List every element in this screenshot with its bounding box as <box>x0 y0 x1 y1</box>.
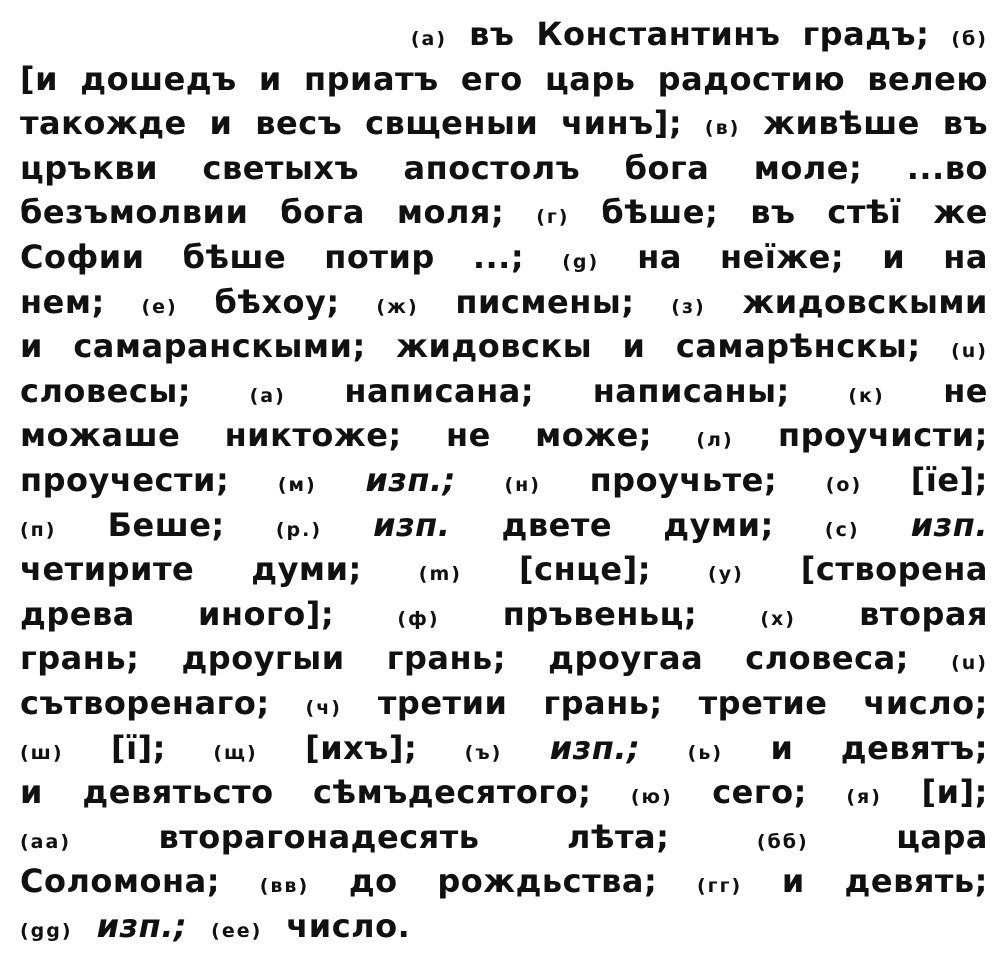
word: [ихъ]; <box>305 728 418 767</box>
word: може; <box>535 416 653 455</box>
text-line <box>20 770 988 815</box>
word: самарѣнскы; <box>675 327 921 366</box>
word: въ <box>942 104 988 143</box>
note-marker: (ю) <box>630 786 673 809</box>
note-marker: (m) <box>418 563 462 586</box>
text-line <box>20 413 988 458</box>
word: светыхъ <box>202 148 360 187</box>
word: дошедъ <box>80 59 237 98</box>
note-marker: (u) <box>951 652 988 675</box>
note-marker: (х) <box>760 607 796 630</box>
text-line <box>20 859 988 904</box>
text-line <box>20 12 988 57</box>
word: третие <box>698 683 828 722</box>
word: грань; <box>543 683 663 722</box>
word: число. <box>286 906 411 945</box>
word: изп. <box>373 505 451 544</box>
text-line <box>20 101 988 146</box>
word: нем; <box>20 282 105 321</box>
word: сего; <box>712 773 807 812</box>
word: не <box>445 416 491 455</box>
word: стѣї <box>827 193 902 232</box>
word: бѣхоу; <box>214 282 340 321</box>
word: писмены; <box>455 282 635 321</box>
note-marker: (гг) <box>697 875 743 898</box>
word: апостолъ <box>403 148 581 187</box>
note-marker: (g) <box>562 250 600 273</box>
word: ...; <box>472 237 525 276</box>
word: его <box>460 59 523 98</box>
word: сѣмъдесятого; <box>313 773 592 812</box>
word: никтоже; <box>224 416 402 455</box>
word: рождьства; <box>437 862 658 901</box>
word: цара <box>896 817 988 856</box>
note-marker: (л) <box>696 429 734 452</box>
text-line <box>20 324 988 369</box>
word: чинъ]; <box>561 104 683 143</box>
word: такожде <box>20 104 187 143</box>
word: моля; <box>396 193 505 232</box>
word: двете <box>501 505 613 544</box>
word: радостию <box>657 59 846 98</box>
word: думи; <box>663 505 774 544</box>
text-line <box>20 280 988 325</box>
word: словеса; <box>745 639 909 678</box>
word: проучисти; <box>777 416 988 455</box>
word: [створена <box>800 550 988 589</box>
word: написана; <box>344 371 535 410</box>
note-marker: (ж) <box>376 295 419 318</box>
note-marker: (бб) <box>756 830 809 853</box>
text-line <box>20 190 988 235</box>
text-line <box>20 681 988 726</box>
word: бога <box>624 148 710 187</box>
apparatus-text <box>20 12 988 948</box>
word: девятъ; <box>840 728 988 767</box>
word: изп.; <box>365 460 456 499</box>
word: сътворенаго; <box>20 683 270 722</box>
note-marker: (б) <box>951 28 988 50</box>
text-line <box>20 547 988 592</box>
text-line <box>20 726 988 771</box>
word: потир <box>324 237 435 276</box>
word: дроугыи <box>181 639 345 678</box>
text-line <box>20 815 988 860</box>
word: Беше; <box>107 505 225 544</box>
word: самаранскыми; <box>73 327 366 366</box>
word: проучьте; <box>589 460 778 499</box>
word: изп.; <box>96 906 188 945</box>
word: Константинъ <box>536 15 781 53</box>
note-marker: (п) <box>20 518 57 541</box>
word: неїже; <box>720 237 845 276</box>
word: вторагонадесять <box>158 817 480 856</box>
note-marker: (н) <box>504 473 541 496</box>
word: лѣта; <box>566 817 670 856</box>
word: думи; <box>251 550 362 589</box>
text-line <box>20 503 988 548</box>
text-line <box>20 146 988 191</box>
word: безъмолвии <box>20 193 249 232</box>
word: девятьсто <box>82 773 274 812</box>
word: и <box>20 773 43 812</box>
word: въ <box>750 193 796 232</box>
word: и <box>258 59 282 98</box>
word: и <box>781 862 805 901</box>
word: до <box>348 862 398 901</box>
text-line <box>20 636 988 681</box>
note-marker: (gg) <box>20 919 73 942</box>
note-marker: (у) <box>708 563 744 586</box>
word: цръкви <box>20 148 159 187</box>
word: въ <box>469 15 515 53</box>
word: же <box>933 193 988 232</box>
word: дроугаа <box>548 639 704 678</box>
word: [снце]; <box>518 550 652 589</box>
word: и <box>882 237 906 276</box>
word: Соломона; <box>20 862 221 901</box>
word: жидовскыми <box>742 282 988 321</box>
text-line <box>20 904 988 949</box>
word: на <box>943 237 988 276</box>
word: и <box>770 728 794 767</box>
note-marker: (с) <box>824 518 860 541</box>
note-marker: (щ) <box>213 741 258 764</box>
word: Софии <box>20 237 145 276</box>
word: велею <box>867 59 988 98</box>
word: древа <box>20 594 135 633</box>
note-marker: (к) <box>848 384 885 407</box>
note-marker: (ь) <box>687 741 724 764</box>
word: пръвеньц; <box>502 594 698 633</box>
note-marker: (a) <box>249 384 286 407</box>
word: число; <box>863 683 988 722</box>
word: не <box>943 371 988 410</box>
note-marker: (u) <box>951 340 988 363</box>
word: свщеныи <box>365 104 539 143</box>
note-marker: (ш) <box>20 741 64 764</box>
note-marker: (р.) <box>275 518 323 541</box>
note-marker: (з) <box>671 295 706 318</box>
text-line <box>20 458 988 503</box>
note-marker: (аа) <box>20 830 72 853</box>
word: грань; <box>20 639 140 678</box>
text-line <box>20 235 988 280</box>
word: третии <box>377 683 508 722</box>
word: царь <box>545 59 636 98</box>
word: жидовскы <box>396 327 593 366</box>
note-marker: (я) <box>846 786 882 809</box>
word: ...во <box>906 148 988 187</box>
word: проучести; <box>20 460 230 499</box>
word: [ї]; <box>110 728 166 767</box>
word: весъ <box>255 104 343 143</box>
word: грань; <box>386 639 507 678</box>
word: и <box>622 327 646 366</box>
word: [и <box>20 59 59 98</box>
note-marker: (вв) <box>259 875 310 898</box>
word: написаны; <box>592 371 790 410</box>
word: вторая <box>859 594 988 633</box>
note-marker: (ъ) <box>464 741 503 764</box>
word: словесы; <box>20 371 192 410</box>
text-line <box>20 369 988 414</box>
word: и <box>20 327 43 366</box>
word: иного]; <box>198 594 335 633</box>
text-line <box>20 57 988 102</box>
word: четирите <box>20 550 195 589</box>
word: можаше <box>20 416 181 455</box>
word: изп.; <box>549 728 641 767</box>
word: [їе]; <box>910 460 988 499</box>
word: [и]; <box>921 773 988 812</box>
note-marker: (г) <box>536 206 570 229</box>
word: моле; <box>753 148 863 187</box>
word: и <box>209 104 233 143</box>
note-marker: (ф) <box>397 607 440 630</box>
word: бѣше; <box>601 193 719 232</box>
note-marker: (ч) <box>305 696 342 719</box>
word: градъ; <box>802 15 930 53</box>
word: изп. <box>910 505 988 544</box>
word: приатъ <box>304 59 439 98</box>
note-marker: (м) <box>277 473 317 496</box>
word: живѣше <box>763 104 920 143</box>
text-line <box>20 592 988 637</box>
note-marker: (а) <box>410 28 448 50</box>
word: бога <box>280 193 365 232</box>
note-marker: (о) <box>825 473 863 496</box>
word: на <box>637 237 682 276</box>
word: бѣше <box>182 237 287 276</box>
word: девять; <box>844 862 988 901</box>
note-marker: (е) <box>141 295 178 318</box>
note-marker: (в) <box>704 117 741 140</box>
note-marker: (ее) <box>211 919 263 942</box>
